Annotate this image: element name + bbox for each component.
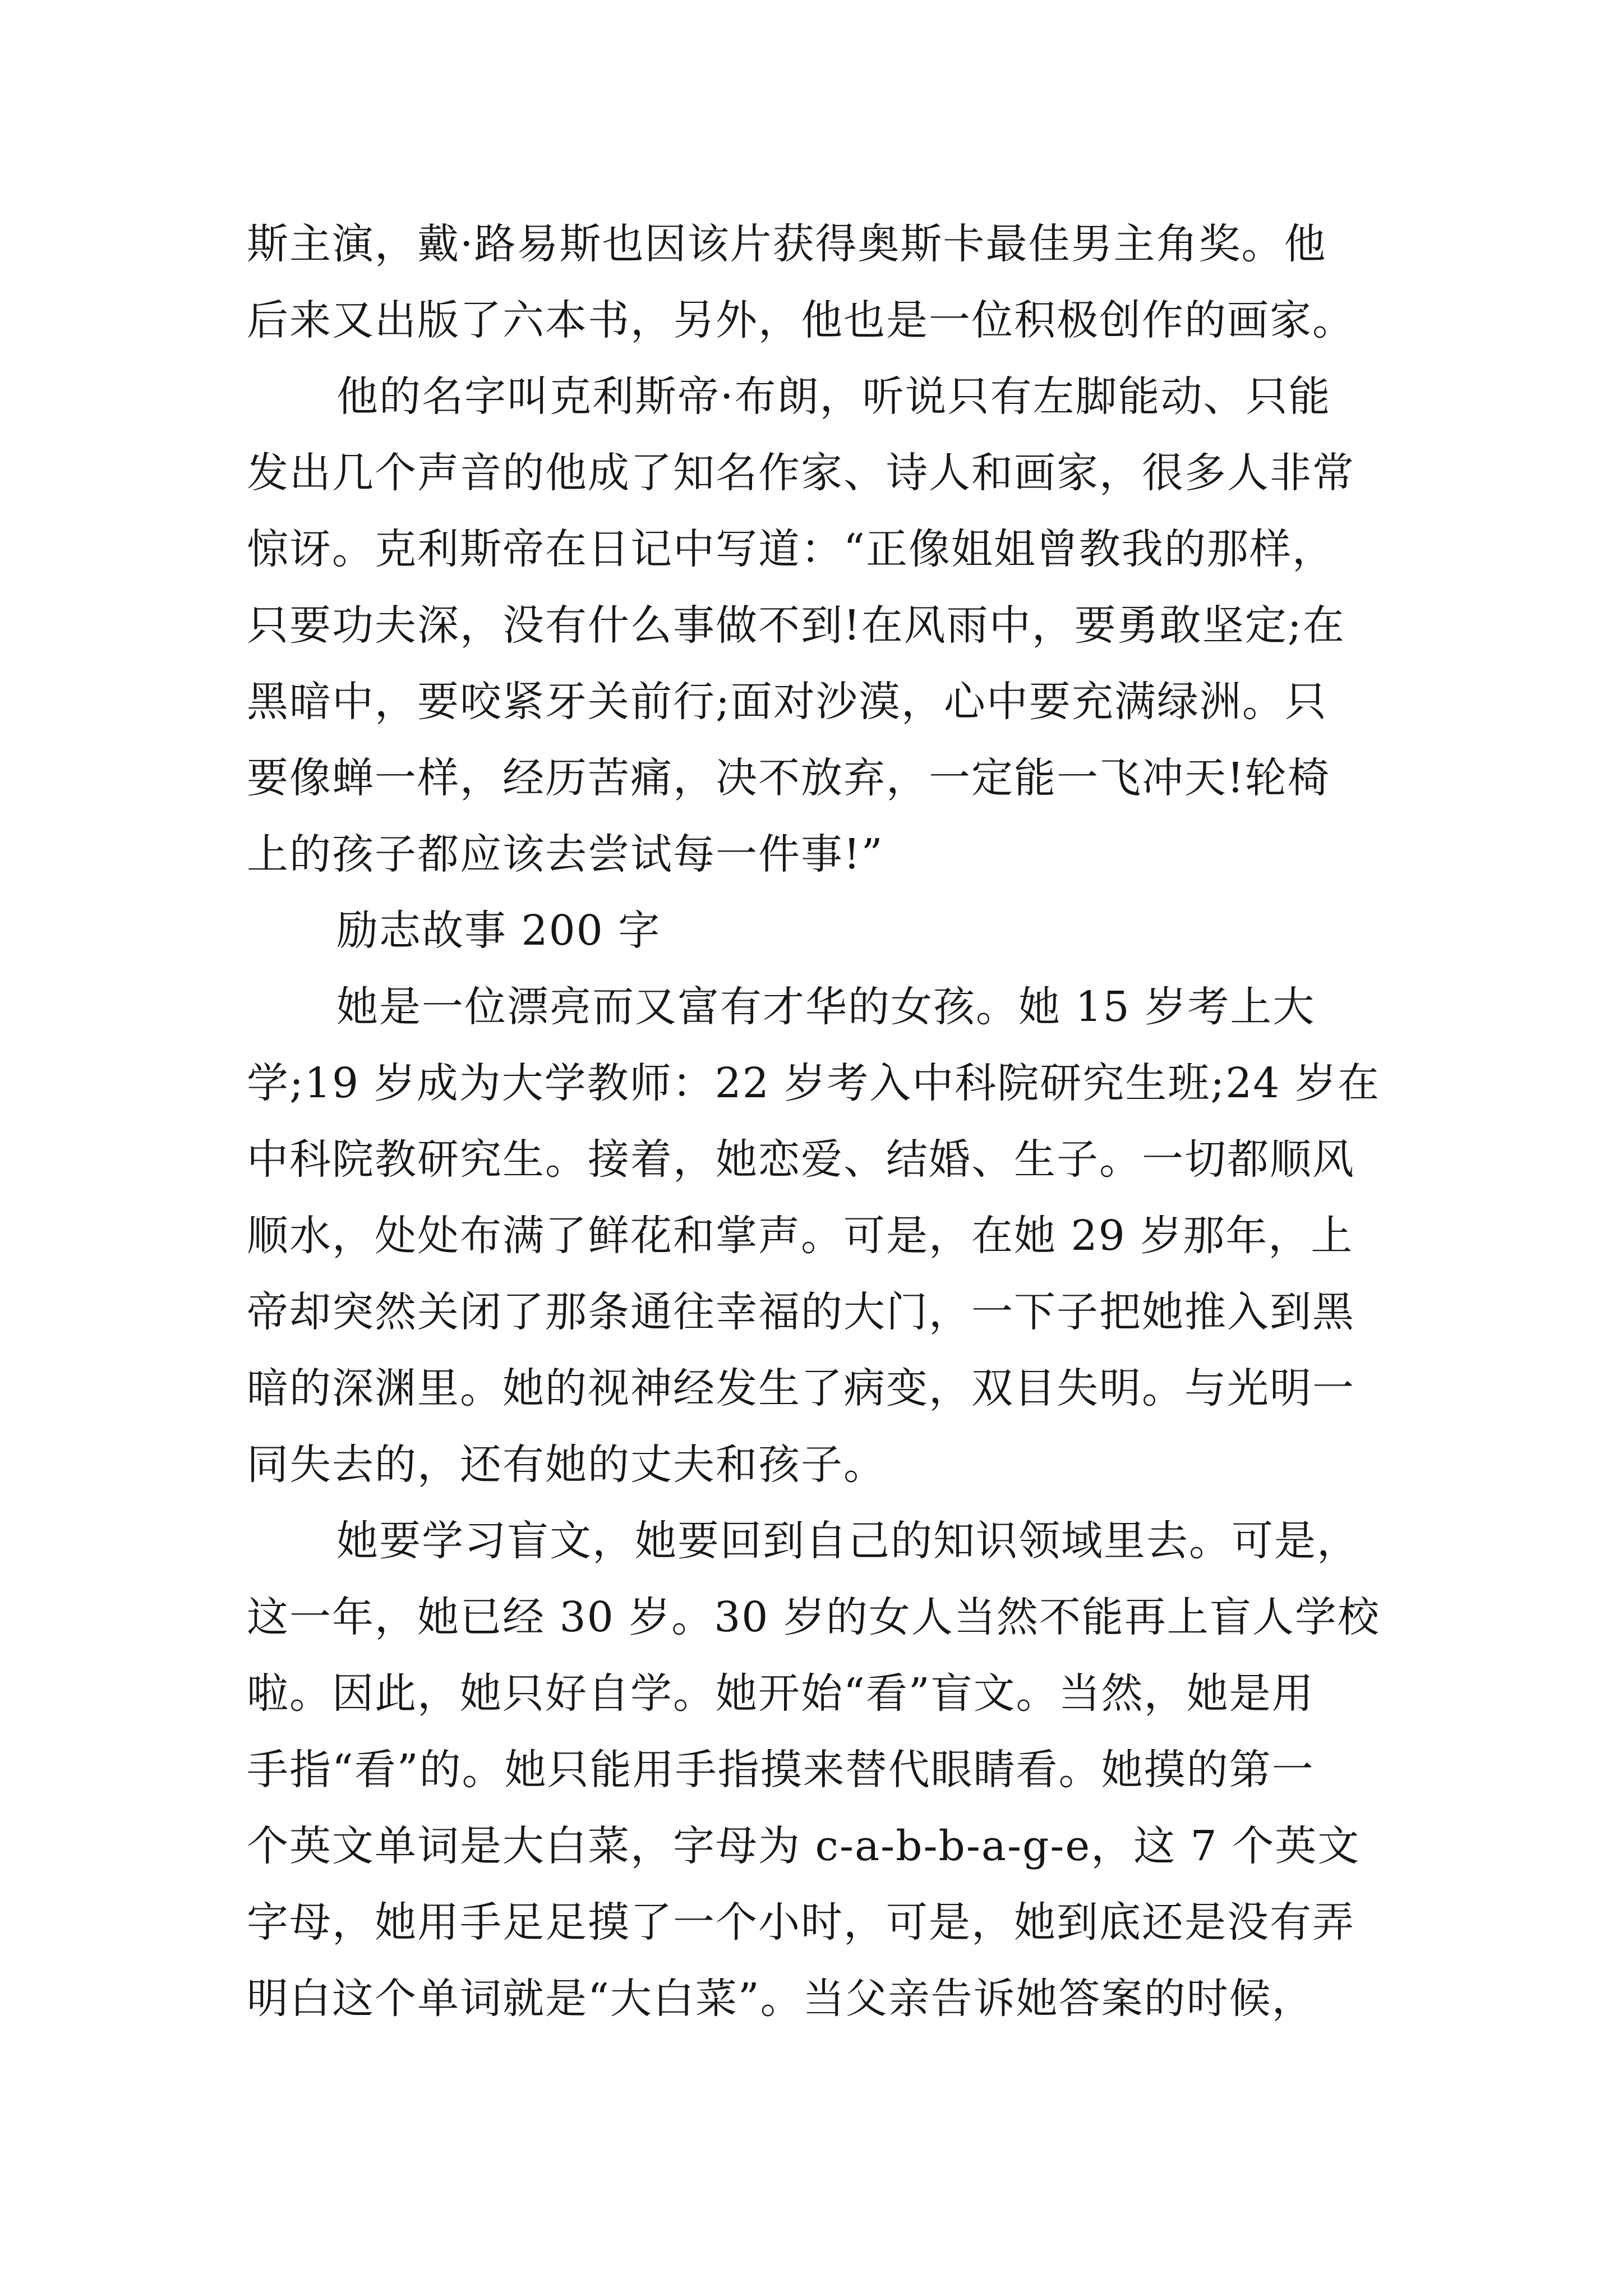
text-line: 啦。因此，她只好自学。她开始“看”盲文。当然，她是用 — [247, 1669, 1315, 1718]
text-line: 黑暗中，要咬紧牙关前行;面对沙漠，心中要充满绿洲。只 — [247, 678, 1327, 726]
text-line: 暗的深渊里。她的视神经发生了病变，双目失明。与光明一 — [247, 1364, 1355, 1412]
text-line: 这一年，她已经 30 岁。30 岁的女人当然不能再上盲人学校 — [247, 1593, 1380, 1641]
text-line: 顺水，处处布满了鲜花和掌声。可是，在她 29 岁那年，上 — [247, 1212, 1354, 1260]
text-line: 发出几个声音的他成了知名作家、诗人和画家，很多人非常 — [247, 449, 1355, 497]
text-line: 惊讶。克利斯帝在日记中写道：“正像姐姐曾教我的那样， — [247, 525, 1335, 573]
text-line: 同失去的，还有她的丈夫和孩子。 — [247, 1441, 886, 1489]
text-line: 斯主演，戴·路易斯也因该片获得奥斯卡最佳男主角奖。他 — [247, 220, 1327, 268]
paragraph-first-line: 她是一位漂亮而又富有才华的女孩。她 15 岁考上大 — [336, 983, 1316, 1031]
text-line: 要像蝉一样，经历苦痛，决不放弃，一定能一飞冲天!轮椅 — [247, 754, 1330, 802]
text-line: 只要功夫深，没有什么事做不到!在风雨中，要勇敢坚定;在 — [247, 601, 1345, 650]
text-line: 帝却突然关闭了那条通往幸福的大门，一下子把她推入到黑 — [247, 1288, 1355, 1336]
text-line: 字母，她用手足足摸了一个小时，可是，她到底还是没有弄 — [247, 1898, 1355, 1947]
text-line: 个英文单词是大白菜，字母为 c-a-b-b-a-g-e，这 7 个英文 — [247, 1822, 1361, 1870]
paragraph-first-line: 他的名字叫克利斯帝·布朗，听说只有左脚能动、只能 — [336, 372, 1331, 421]
text-line: 学;19 岁成为大学教师：22 岁考入中科院研究生班;24 岁在 — [247, 1059, 1380, 1107]
text-line: 上的孩子都应该去尝试每一件事!” — [247, 830, 884, 878]
section-heading: 励志故事 200 字 — [336, 907, 661, 955]
text-line: 后来又出版了六本书，另外，他也是一位积极创作的画家。 — [247, 296, 1355, 344]
text-line: 手指“看”的。她只能用手指摸来替代眼睛看。她摸的第一 — [247, 1746, 1315, 1794]
paragraph-first-line: 她要学习盲文，她要回到自己的知识领域里去。可是， — [336, 1517, 1359, 1565]
text-line: 中科院教研究生。接着，她恋爱、结婚、生子。一切都顺风 — [247, 1135, 1355, 1184]
text-line: 明白这个单词就是“大白菜”。当父亲告诉她答案的时候， — [247, 1975, 1315, 2023]
